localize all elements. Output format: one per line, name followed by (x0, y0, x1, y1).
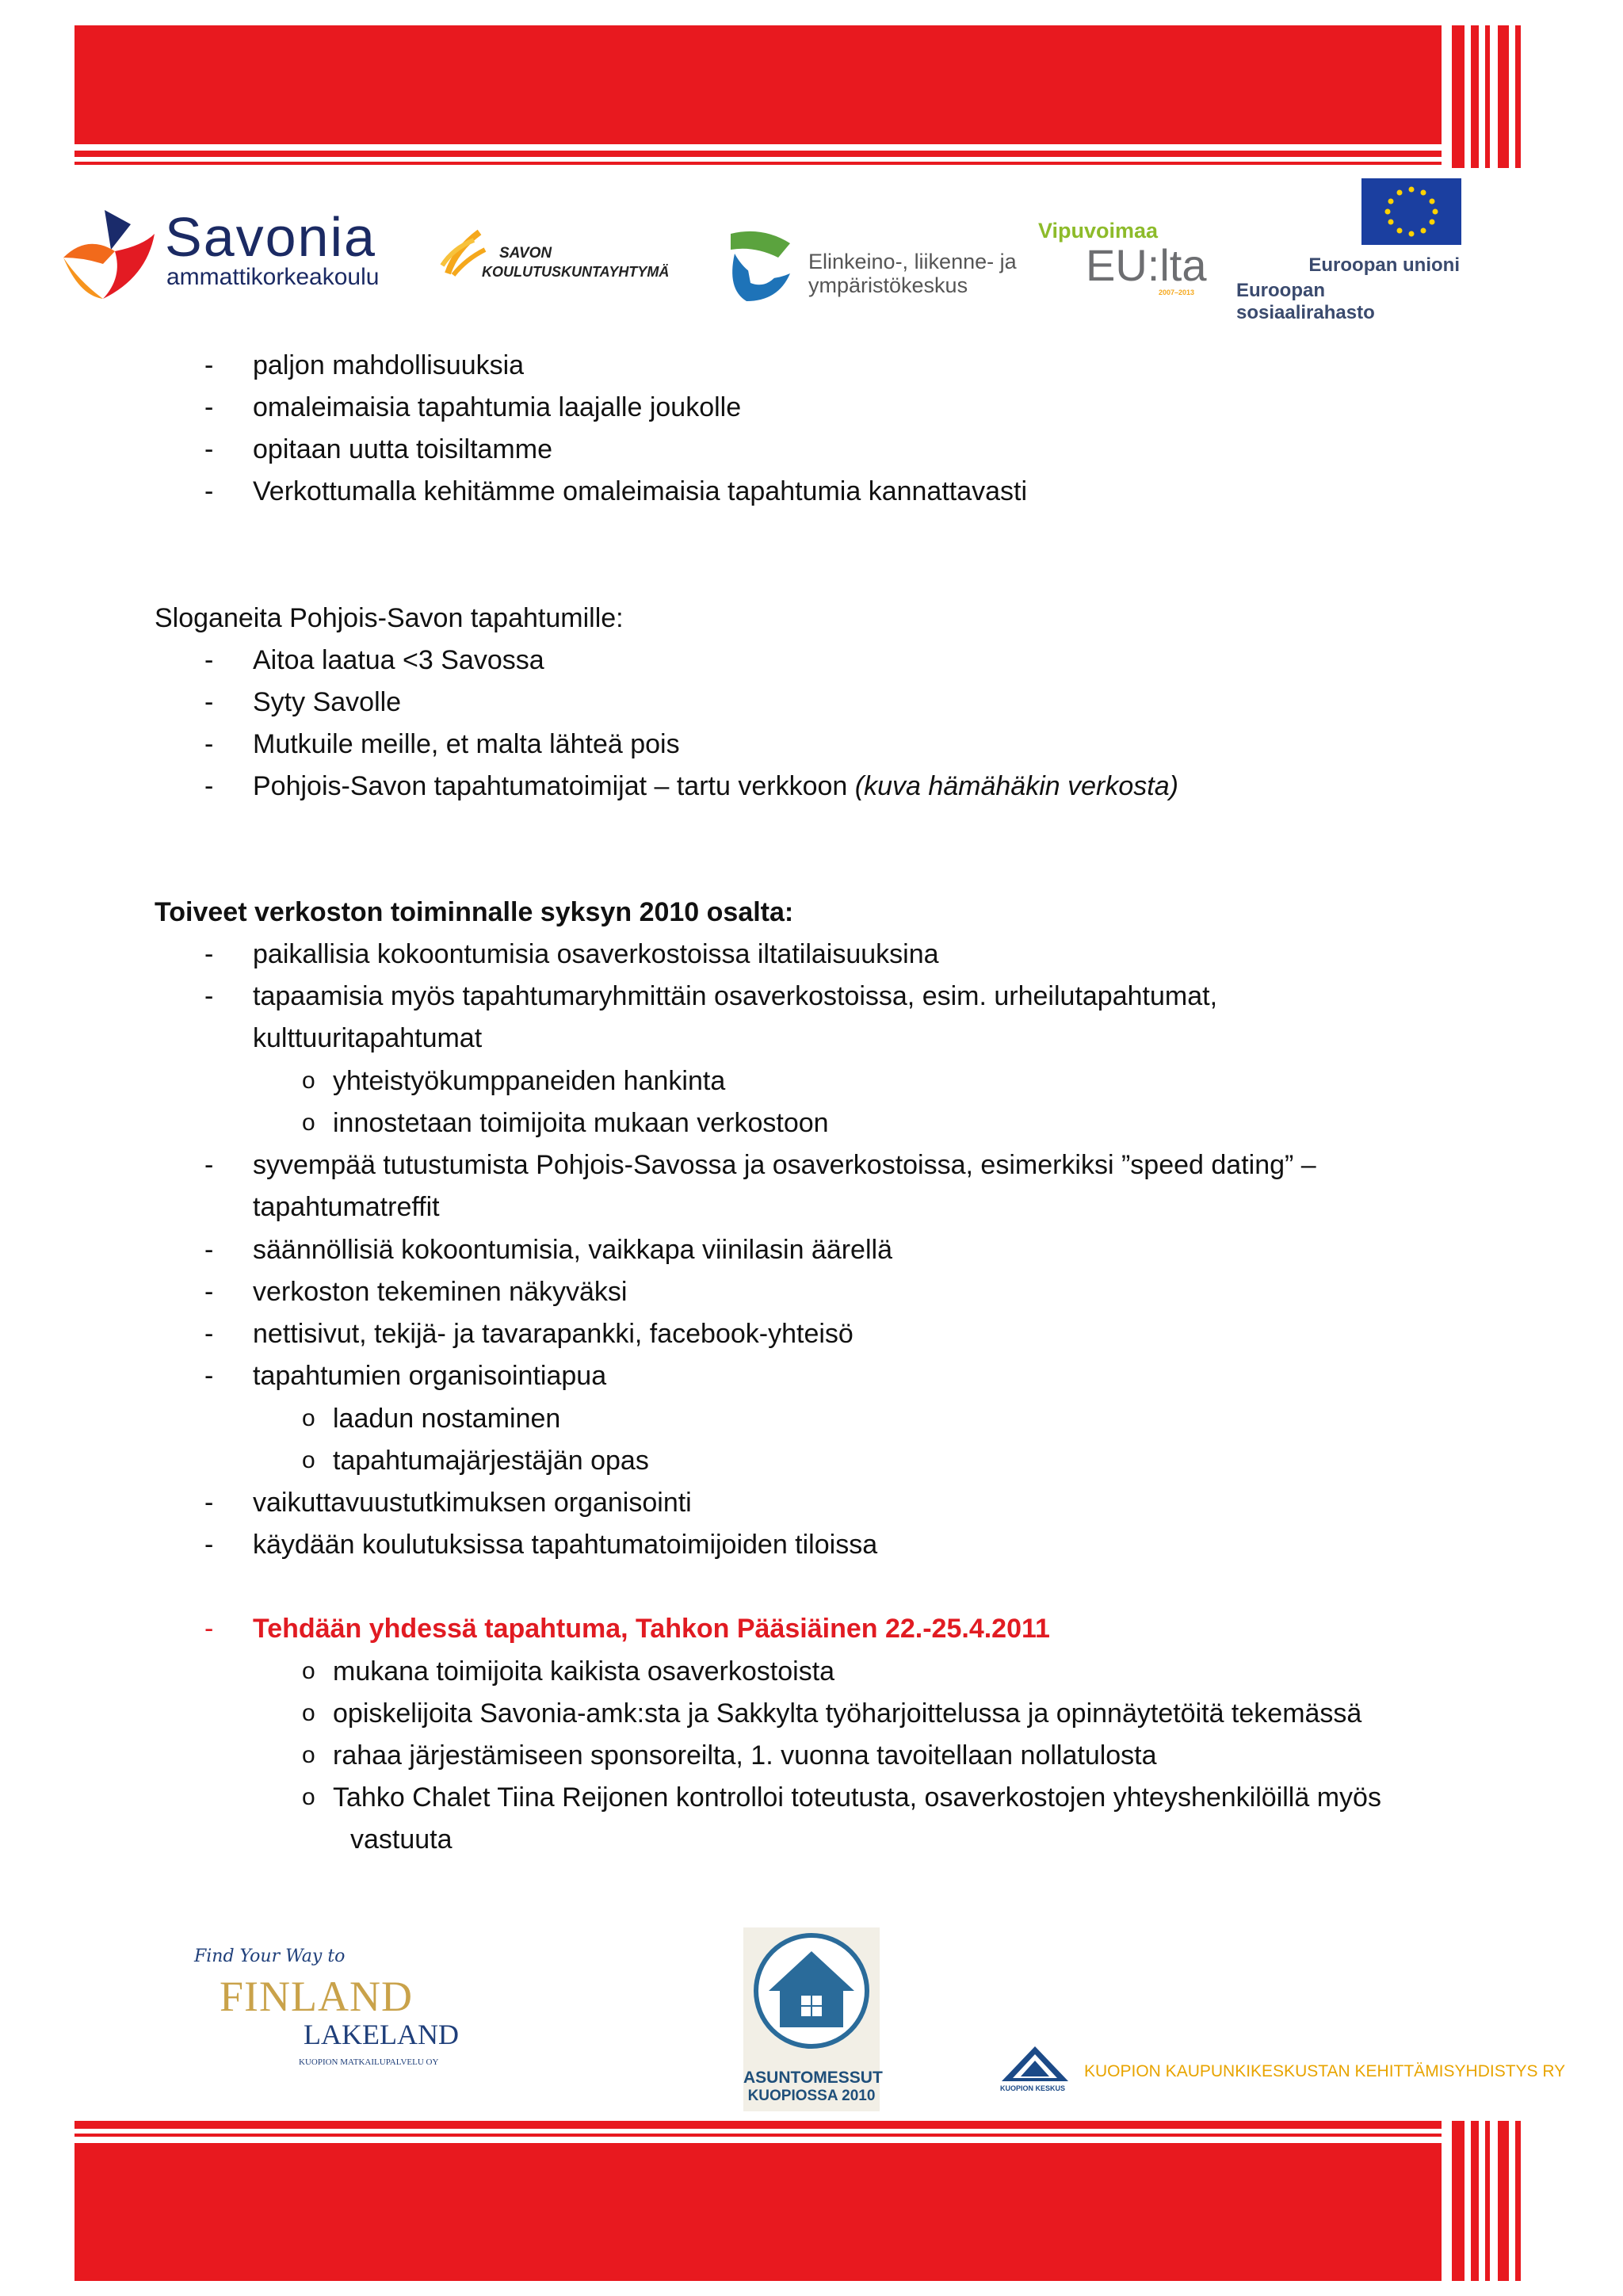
bullet-dash: - (204, 687, 214, 717)
list-item: Verkottumalla kehitämme omaleimaisia tapahtumia kannattavasti (253, 476, 1028, 506)
finland-sub: LAKELAND (304, 2019, 459, 2050)
list-item: opitaan uutta toisiltamme (253, 434, 552, 464)
kuopion-keskus-logo (999, 2043, 1593, 2099)
finland-tagline: Find Your Way to (194, 1946, 346, 1966)
bottom-banner-stripe (1485, 2121, 1490, 2281)
bottom-banner-block (74, 2143, 1442, 2281)
bottom-banner-stripe (1452, 2121, 1465, 2281)
list-item: verkoston tekeminen näkyväksi (253, 1277, 628, 1307)
bullet-dash: - (204, 1277, 214, 1307)
list-item: Syty Savolle (253, 687, 402, 717)
sub-list-item-continuation: vastuuta (350, 1824, 453, 1855)
bullet-dash: - (204, 939, 214, 969)
bullet-circle: o (302, 1742, 315, 1768)
bottom-banner-stripe (1498, 2121, 1509, 2281)
top-banner-rule-lower (74, 162, 1442, 165)
finland-main: FINLAND (220, 1973, 413, 2020)
savonia-mark-icon (55, 202, 158, 305)
bullet-dash: - (204, 1150, 214, 1180)
list-item: nettisivut, tekijä- ja tavarapankki, facebook-yhteisö (253, 1319, 854, 1349)
list-item (253, 770, 1178, 802)
bullet-circle: o (302, 1110, 315, 1136)
eu-line2: Euroopan sosiaalirahasto (1236, 280, 1375, 323)
section-heading: Sloganeita Pohjois-Savon tapahtumille: (155, 603, 624, 633)
top-banner-block (74, 25, 1442, 144)
bullet-dash: - (204, 392, 214, 422)
bullet-dash: - (204, 729, 214, 759)
list-item-continuation: kulttuuritapahtumat (253, 1023, 483, 1053)
asuntomessut-line2: KUOPIOSSA 2010 (747, 2088, 876, 2104)
list-item-note: (kuva hämähäkin verkosta) (854, 771, 1178, 801)
bullet-dash: - (204, 771, 214, 801)
bullet-circle: o (302, 1658, 315, 1684)
savon-line1: SAVON (499, 245, 552, 262)
bullet-dash: - (204, 1235, 214, 1265)
bottom-banner-rule-lower (74, 2134, 1442, 2137)
savonia-subtitle: ammattikorkeakoulu (166, 264, 380, 290)
section-heading: Toiveet verkoston toiminnalle syksyn 2010 osalta: (155, 897, 794, 927)
list-item: syvempää tutustumista Pohjois-Savossa ja osaverkostoissa, esimerkiksi ”speed dating” – (253, 1150, 1316, 1180)
finland-lakeland-logo (194, 1942, 459, 2080)
bullet-circle: o (302, 1784, 315, 1810)
list-item: säännöllisiä kokoontumisia, vaikkapa viinilasin äärellä (253, 1235, 892, 1265)
kuopio-keskus-mark-icon (999, 2043, 1071, 2091)
ely-mark-icon (723, 226, 798, 305)
sub-list-item: mukana toimijoita kaikista osaverkostoista (333, 1656, 835, 1687)
bullet-dash: - (204, 1488, 214, 1518)
list-item-continuation: tapahtumatreffit (253, 1192, 440, 1222)
list-item: paljon mahdollisuuksia (253, 350, 525, 380)
top-banner-stripe (1485, 25, 1490, 168)
bullet-dash: - (204, 1361, 214, 1391)
asuntomessut-logo (743, 1927, 883, 2111)
list-item: tapahtumien organisointiapua (253, 1361, 607, 1391)
top-banner-stripe (1471, 25, 1479, 168)
vipu-main: EU:lta (1086, 240, 1207, 290)
top-banner (74, 25, 1521, 168)
sub-list-item: innostetaan toimijoita mukaan verkostoon (333, 1108, 829, 1138)
savon-koulutuskuntayhtyma-logo (436, 226, 705, 293)
bullet-dash: - (204, 434, 214, 464)
bullet-circle: o (302, 1068, 315, 1094)
sub-list-item: opiskelijoita Savonia-amk:sta ja Sakkylta työharjoittelussa ja opinnäytetöitä tekemässä (333, 1698, 1362, 1729)
eu-esr-logo (1236, 178, 1466, 323)
bullet-dash: - (204, 350, 214, 380)
list-item: paikallisia kokoontumisia osaverkostoissa iltatilaisuuksina (253, 939, 939, 969)
list-item: tapaamisia myös tapahtumaryhmittäin osaverkostoissa, esim. urheilutapahtumat, (253, 981, 1218, 1011)
bullet-dash: - (204, 645, 214, 675)
bullet-circle: o (302, 1405, 315, 1431)
savonia-name: Savonia (165, 206, 376, 268)
kuopio-keskus-small: KUOPION KESKUS (1000, 2084, 1066, 2092)
savonia-logo (55, 202, 404, 305)
list-item: vaikuttavuustutkimuksen organisointi (253, 1488, 692, 1518)
bullet-circle: o (302, 1700, 315, 1726)
vipuvoimaa-logo (1038, 216, 1220, 303)
sub-list-item: rahaa järjestämiseen sponsoreilta, 1. vuonna tavoitellaan nollatulosta (333, 1740, 1157, 1771)
ely-line1: Elinkeino-, liikenne- ja (808, 250, 1017, 273)
house-icon (743, 1927, 880, 2054)
top-banner-rule (74, 151, 1442, 157)
sub-list-item: Tahko Chalet Tiina Reijonen kontrolloi toteutusta, osaverkostojen yhteyshenkilöillä myös (333, 1782, 1381, 1813)
eu-line1: Euroopan unioni (1308, 254, 1460, 276)
ely-line2: ympäristökeskus (808, 273, 968, 297)
bullet-dash: - (204, 1319, 214, 1349)
bottom-banner-stripe (1471, 2121, 1479, 2281)
sub-list-item: yhteistyökumppaneiden hankinta (333, 1066, 726, 1096)
bottom-banner-rule (74, 2121, 1442, 2129)
vipu-years: 2007–2013 (1159, 288, 1195, 296)
bullet-dash: - (204, 1614, 214, 1644)
sub-list-item: tapahtumajärjestäjän opas (333, 1446, 649, 1476)
list-item: omaleimaisia tapahtumia laajalle joukolle (253, 392, 742, 422)
sub-list-item: laadun nostaminen (333, 1404, 561, 1434)
bottom-banner-stripe (1515, 2121, 1521, 2281)
bullet-dash: - (204, 476, 214, 506)
top-banner-stripe (1452, 25, 1465, 168)
bottom-banner (74, 2121, 1521, 2281)
finland-small: KUOPION MATKAILUPALVELU OY (299, 2057, 439, 2067)
list-item: Aitoa laatua <3 Savossa (253, 645, 544, 675)
kuopio-keskus-name: KUOPION KAUPUNKIKESKUSTAN KEHITTÄMISYHDISTYS RY (1084, 2062, 1566, 2080)
highlight-heading: Tehdään yhdessä tapahtuma, Tahkon Pääsiäinen 22.-25.4.2011 (253, 1614, 1050, 1644)
top-banner-stripe (1515, 25, 1521, 168)
ely-keskus-logo (723, 226, 1024, 309)
list-item-text: Pohjois-Savon tapahtumatoimijat – tartu verkkoon (253, 771, 855, 801)
list-item: Mutkuile meille, et malta lähteä pois (253, 729, 680, 759)
bullet-dash: - (204, 981, 214, 1011)
list-item: käydään koulutuksissa tapahtumatoimijoiden tiloissa (253, 1530, 878, 1560)
vipu-title: Vipuvoimaa (1038, 219, 1159, 243)
savon-line2: KOULUTUSKUNTAYHTYMÄ (482, 264, 670, 280)
top-banner-stripe (1498, 25, 1509, 168)
bullet-dash: - (204, 1530, 214, 1560)
eu-flag-icon (1361, 178, 1461, 245)
asuntomessut-line1: ASUNTOMESSUT (743, 2069, 883, 2087)
bullet-circle: o (302, 1447, 315, 1473)
